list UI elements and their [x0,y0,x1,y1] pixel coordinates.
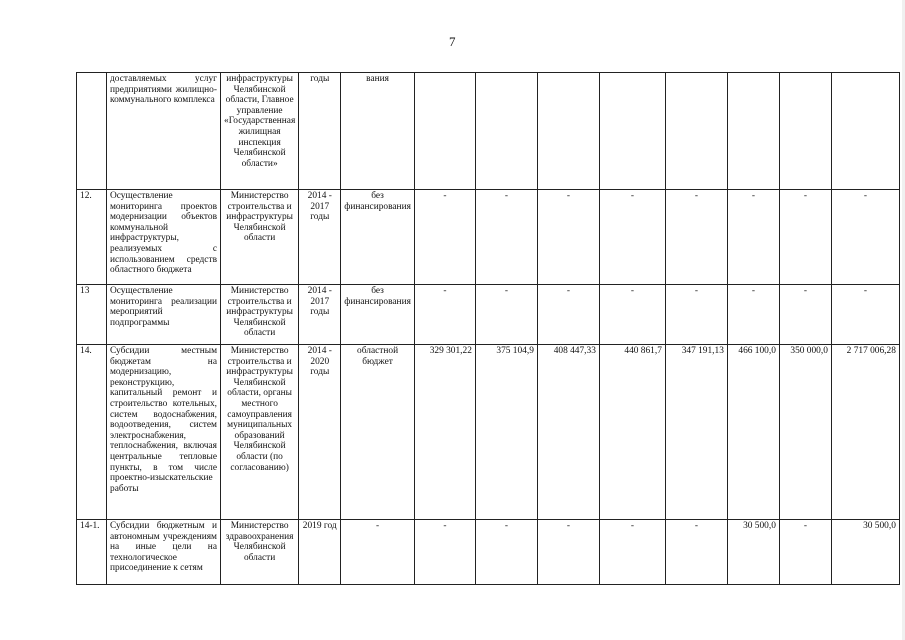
value-2018: - [665,285,727,345]
row-number [77,73,107,190]
value-2016: 408 447,33 [537,345,599,520]
page-number: 7 [449,34,456,49]
table-row [77,190,900,285]
activity-name: Осуществление мониторинга реализации мероприятий подпрограммы [107,285,221,345]
value-2016: - [537,285,599,345]
term: 2014 - 2017 годы [299,190,341,285]
value-2019: 30 500,0 [727,520,779,585]
value-2015: - [475,190,537,285]
activity-name: Субсидии местным бюджетам на модернизацию, реконструкцию, капитальный ремонт и строительство котельных, систем водоснабжения, водоотведения, систем электроснабжения, теплоснабжения, включая центральные тепловые пункты, в том числе проектно-изыскательские работы [107,345,221,520]
table-row [77,285,900,345]
value-2017: 440 861,7 [599,345,665,520]
row-number: 13 [77,285,107,345]
value-2015: 375 104,9 [475,345,537,520]
funding-source: областной бюджет [341,345,415,520]
value-2015: - [475,520,537,585]
program-table [76,72,900,585]
value-2018: - [665,520,727,585]
funding-source: - [341,520,415,585]
value-total: - [831,190,899,285]
value-2015 [475,73,537,190]
value-2020: - [779,190,831,285]
value-2017: - [599,520,665,585]
value-2019: 466 100,0 [727,345,779,520]
activity-name: Субсидии бюджетным и автономным учреждениям на иные цели на технологическое присоединение к сетям [107,520,221,585]
value-2014: - [414,190,475,285]
value-total: 2 717 006,28 [831,345,899,520]
row-number: 12. [77,190,107,285]
value-2016: - [537,520,599,585]
value-2019 [727,73,779,190]
value-2016 [537,73,599,190]
value-2018: 347 191,13 [665,345,727,520]
activity-name: доставляемых услуг предприятиями жилищно-коммунального комплекса [107,73,221,190]
value-total: - [831,285,899,345]
value-2020: 350 000,0 [779,345,831,520]
value-2019: - [727,190,779,285]
value-2014: - [414,285,475,345]
value-2017 [599,73,665,190]
value-2018 [665,73,727,190]
term: 2014 - 2020 годы [299,345,341,520]
executor: Министерство здравоохранения Челябинской области [221,520,299,585]
value-2018: - [665,190,727,285]
row-number: 14. [77,345,107,520]
value-2017: - [599,190,665,285]
funding-source: вания [341,73,415,190]
value-2014: 329 301,22 [414,345,475,520]
value-2014 [414,73,475,190]
value-total: 30 500,0 [831,520,899,585]
executor: инфраструктуры Челябинской области, Главное управление «Государственная жилищная инспекция Челябинской области» [221,73,299,190]
value-2014: - [414,520,475,585]
executor: Министерство строительства и инфраструктуры Челябинской области [221,285,299,345]
value-2019: - [727,285,779,345]
term: 2019 год [299,520,341,585]
term: 2014 - 2017 годы [299,285,341,345]
value-total [831,73,899,190]
executor: Министерство строительства и инфраструктуры Челябинской области [221,190,299,285]
value-2020: - [779,520,831,585]
term: годы [299,73,341,190]
value-2017: - [599,285,665,345]
table-row [77,73,900,190]
row-number: 14-1. [77,520,107,585]
activity-name: Осуществление мониторинга проектов модернизации объектов коммунальной инфраструктуры, реализуемых с использованием средств областного бюджета [107,190,221,285]
value-2020 [779,73,831,190]
funding-source: без финансирования [341,190,415,285]
value-2016: - [537,190,599,285]
table-row [77,345,900,520]
funding-source: без финансирования [341,285,415,345]
value-2015: - [475,285,537,345]
executor: Министерство строительства и инфраструктуры Челябинской области, органы местного самоуправления муниципальных образований Челябинской области (по согласованию) [221,345,299,520]
table-row [77,520,900,585]
value-2020: - [779,285,831,345]
